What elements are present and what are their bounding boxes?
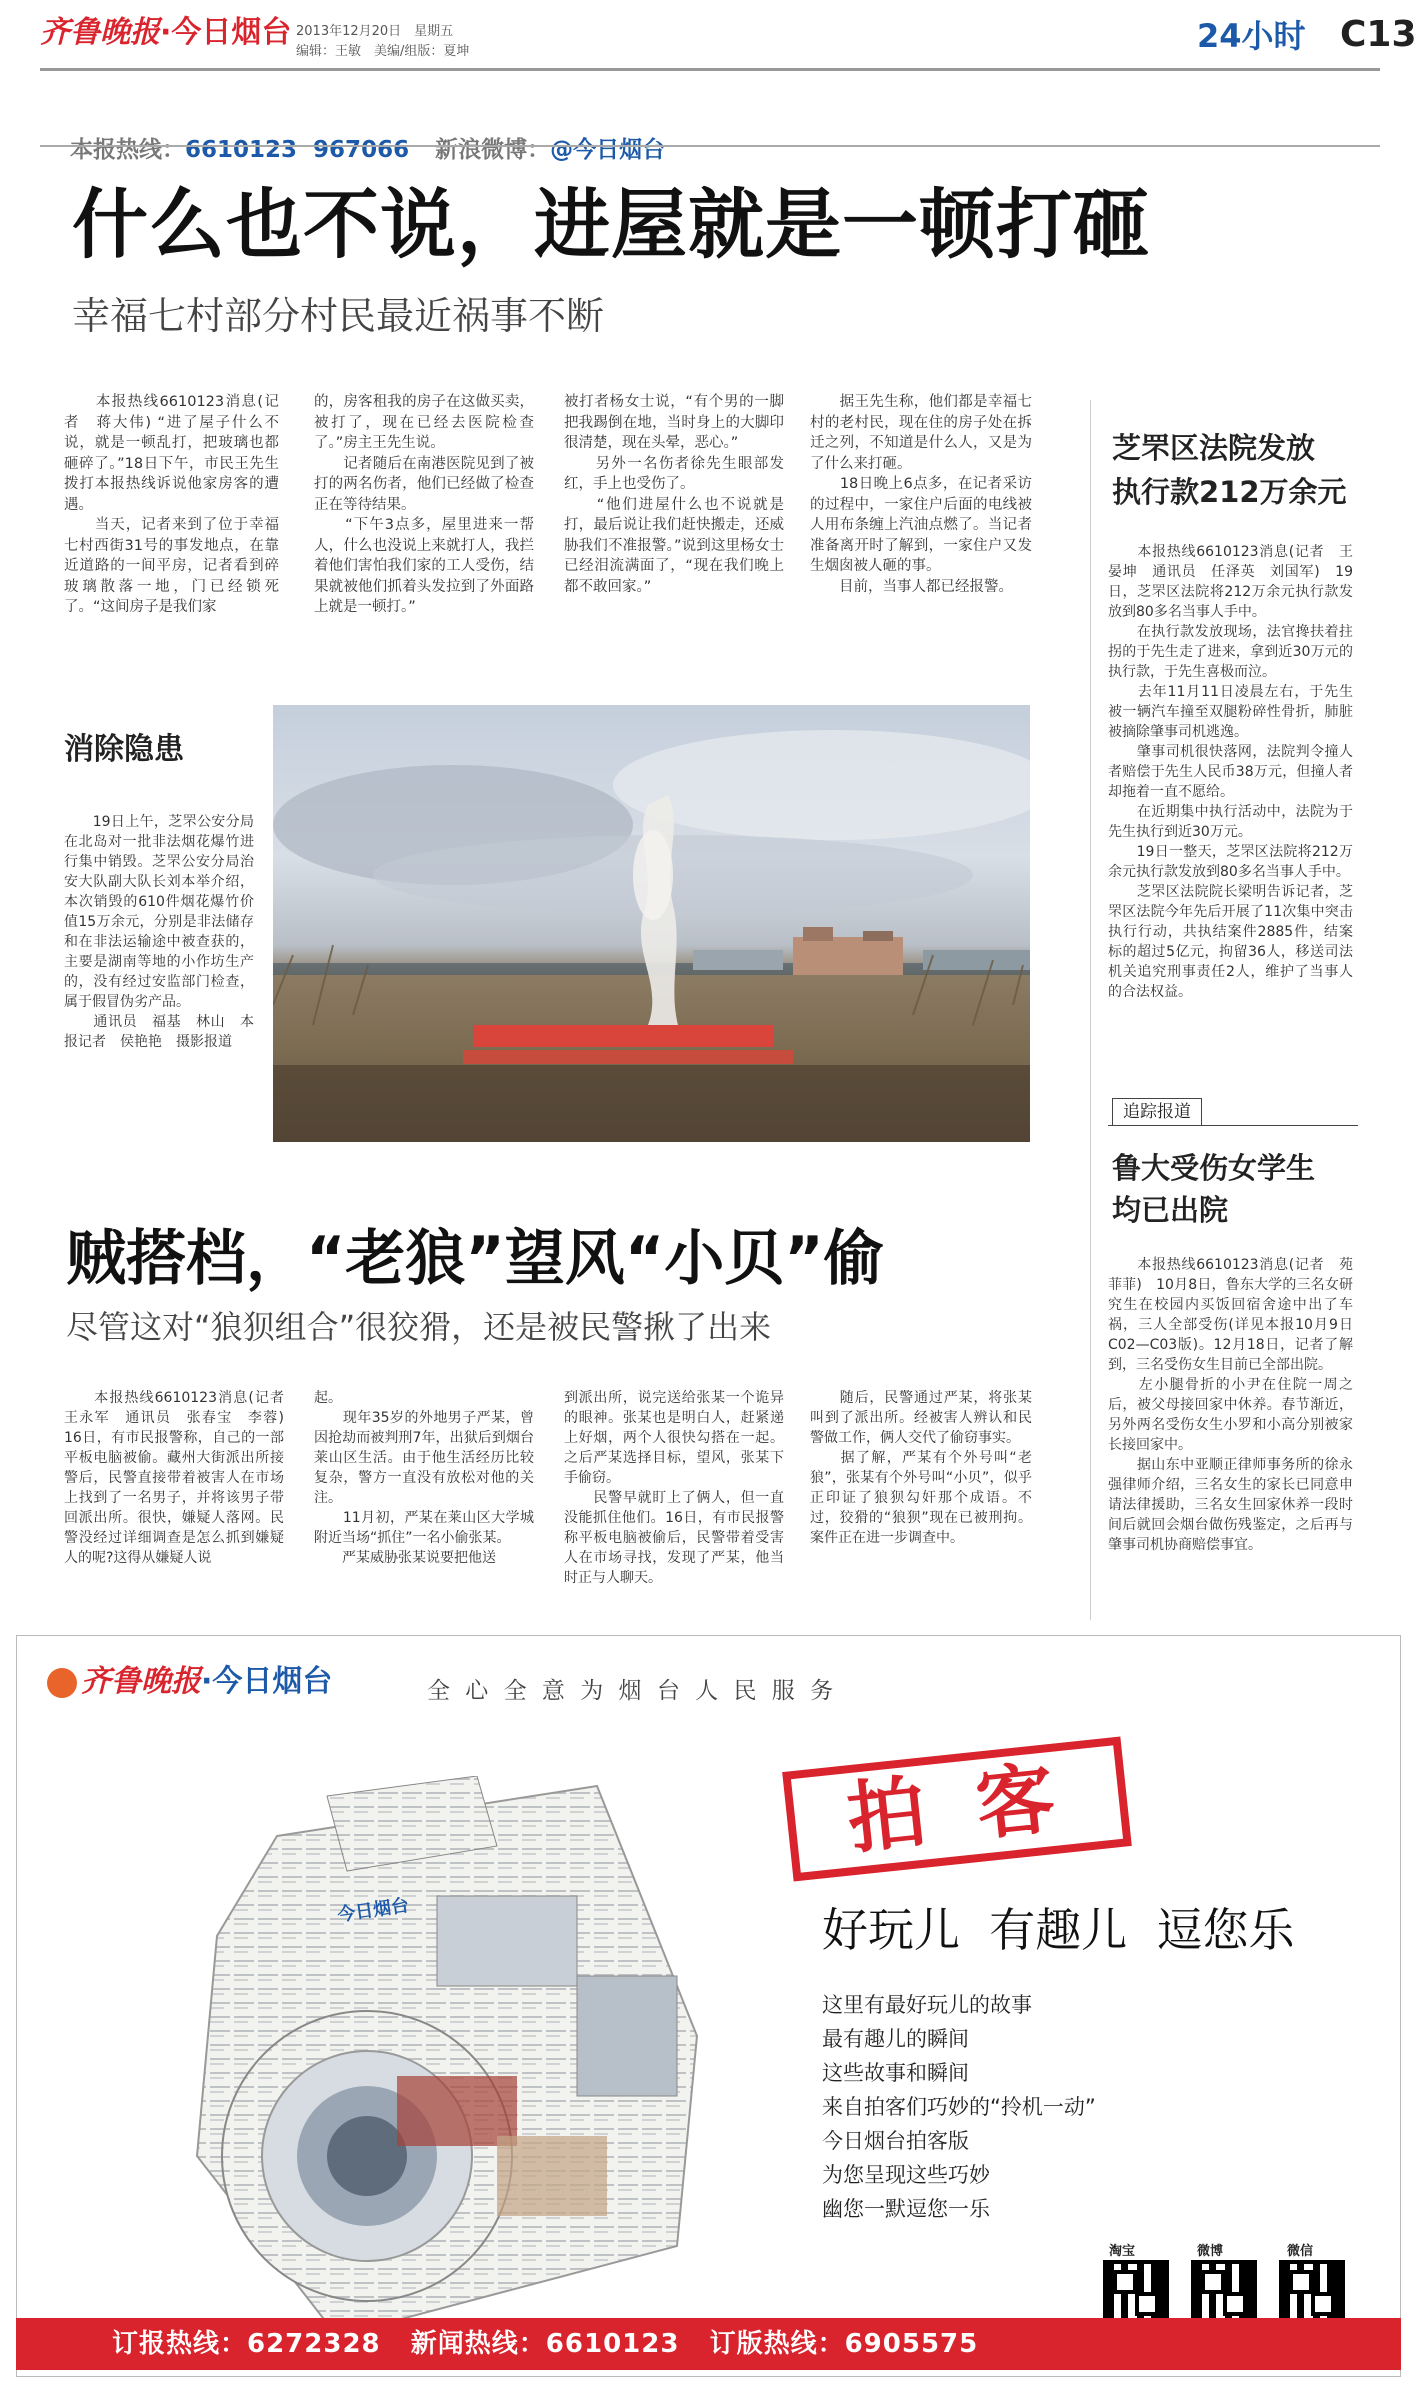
ad-slogan: 全 心 全 意 为 烟 台 人 民 服 务 [427,1678,838,1704]
ad-line: 这些故事和瞬间 [822,2061,969,2085]
issue-date: 2013年12月20日 星期五 [296,24,454,39]
followup-title-1: 鲁大受伤女学生 [1112,1151,1316,1185]
masthead-rule [40,68,1380,71]
qr-weixin-icon[interactable] [1279,2260,1345,2326]
paper-label: 今日烟台 [336,1895,411,1926]
hotline-bar [54,105,665,165]
story1-col1: 本报热线6610123消息(记者 蒋大伟) “进了屋子什么不说，就是一顿乱打，把玻璃也都砸碎了。”18日下午，市民王先生拨打本报热线诉说他家房客的遭遇。 当天，记者来到了位于幸福七村西街31号的事发地点，在靠近道路的一间平房，记者看到碎玻璃散落一地，门已经锁死了。“这间房子是我们家 [64,394,279,615]
hotline-numbers: 6610123 967066 [185,137,410,163]
ad-line: 来自拍客们巧妙的“拎机一动” [822,2095,1096,2119]
followup-tag-rule [1108,1125,1358,1126]
camera-svg [137,1776,777,2356]
ad-logo [47,1664,332,1700]
photo-scene [273,705,1030,1142]
fireworks-photo [273,705,1030,1142]
qr-weibo-icon[interactable] [1191,2260,1257,2326]
paper-camera-illustration [137,1776,777,2356]
hotline-label: 本报热线： [70,137,186,163]
hotline-rule [40,145,1380,147]
ad-line: 为您呈现这些巧妙 [822,2163,990,2187]
ad-line: 幽您一默逗您一乐 [822,2197,990,2221]
court-body: 本报热线6610123消息(记者 王晏坤 通讯员 任泽英 刘国军) 19日，芝罘区法院将212万余元执行款发放到80多名当事人手中。 在执行款发放现场，法官搀扶着拄拐的于先生走了进来，拿到近30万元的执行款，于先生喜极而泣。 去年11月11日凌晨左右，于先生被一辆汽车撞至双腿粉碎性骨折，肺脏被摘除肇事司机逃逸。 肇事司机很快落网，法院判令撞人者赔偿于先生人民币38万元，但撞人者却拖着一直不愿给。 在近期集中执行活动中，法院为于先生执行到近30万元。 19日一整天，芝罘区法院将212万余元执行款发放到80多名当事人手中。 芝罘区法院院长梁明告诉记者，芝罘区法院今年先后开展了11次集中突击执行行动，共执结案件2885件，结案标的超过5亿元，拘留36人，移送司法机关追究刑事责任2人，维护了当事人的合法权益。 [1108,544,1353,1000]
story2-col3: 到派出所，说完送给张某一个诡异的眼神。张某也是明白人，赶紧递上好烟，两个人很快勾搭在一起。之后严某选择目标，望风，张某下手偷窃。 民警早就盯上了俩人，但一直没能抓住他们。16日，有市民报警称平板电脑被偷后，民警带着受害人在市场寻找，发现了严某，他当时正与人聊天。 [564,1390,784,1586]
story2-col1: 本报热线6610123消息(记者 王永军 通讯员 张春宝 李蓉) 16日，有市民报警称，自己的一部平板电脑被偷。藏州大街派出所接警后，民警直接带着被害人在市场上找到了一名男子，并将该男子带回派出所。很快，嫌疑人落网。民警没经过详细调查是怎么抓到嫌疑人的呢?这得从嫌疑人说 [64,1390,298,1566]
logo-main: 齐鲁晚报 [40,15,160,50]
editors-line: 编辑：王敏 美编/组版：夏坤 [296,44,470,59]
weibo-label: 新浪微博： [435,137,551,163]
story1-col2: 的，房客租我的房子在这做买卖，被打了，现在已经去医院检查了。”房主王先生说。 记者随后在南港医院见到了被打的两名伤者，他们已经做了检查正在等待结果。 “下午3点多，屋里进来一帮人，什么也没说上来就打人，我拦着他们害怕我们家的工人受伤，结果就被他们抓着头发拉到了外面路上就是一顿打。” [314,394,534,615]
logo-sub: ·今日烟台 [160,15,292,50]
followup-tag: 追踪报道 [1112,1098,1202,1126]
story2-col2: 起。 现年35岁的外地男子严某，曾因抢劫而被判刑7年，出狱后到烟台莱山区生活。由于他生活经历比较复杂，警方一直没有放松对他的关注。 11月初，严某在莱山区大学城附近当场“抓住”一名小偷张某。 严某威胁张某说要把他送 [314,1390,534,1566]
followup-body: 本报热线6610123消息(记者 苑菲菲) 10月8日，鲁东大学的三名女研究生在校园内买饭回宿舍途中出了车祸，三人全部受伤(详见本报10月9日C02—C03版)。12月18日，记者了解到，三名受伤女生目前已全部出院。 左小腿骨折的小尹在住院一周之后，被父母接回家中休养。春节渐近，另外两名受伤女生小罗和小高分别被家长接回家中。 据山东中亚顺正律师事务所的徐永强律师介绍，三名女生的家长已同意申请法律援助，三名女生回家休养一段时间后就回会烟台做伤残鉴定，之后再与肇事司机协商赔偿事宜。 [1108,1257,1353,1553]
paike-stamp: 拍 客 [782,1737,1132,1882]
court-title-2: 执行款212万余元 [1112,475,1347,509]
story1-col4: 据王先生称，他们都是幸福七村的老村民，现在住的房子处在拆迁之列，不知道是什么人，又是为了什么来打砸。 18日晚上6点多，在记者采访的过程中，一家住户后面的电线被人用布条缠上汽油点燃了。当记者准备离开时了解到，一家住户又发生烟囱被人砸的事。 目前，当事人都已经报警。 [810,394,1032,595]
qr-taobao-label: 淘宝 [1109,2244,1136,2259]
ad-line: 今日烟台拍客版 [822,2129,969,2153]
followup-title-2: 均已出院 [1112,1193,1229,1227]
ad-logo-main: 齐鲁晚报 [81,1664,201,1699]
ad-line: 这里有最好玩儿的故事 [822,1993,1032,2017]
safety-body: 19日上午，芝罘公安分局在北岛对一批非法烟花爆竹进行集中销毁。芝罘公安分局治安大队副大队长刘本举介绍，本次销毁的610件烟花爆竹价值15万余元，分别是非法储存和在非法运输途中被查获的，主要是湖南等地的小作坊生产的，没有经过安监部门检查，属于假冒伪劣产品。 通讯员 福基 林山 本报记者 侯艳艳 摄影报道 [64,814,254,1050]
masthead-logo [40,14,291,52]
story2-col4: 随后，民警通过严某，将张某叫到了派出所。经被害人辨认和民警做工作，俩人交代了偷窃事实。 据了解，严某有个外号叫“老狼”，张某有个外号叫“小贝”，似乎正印证了狼狈勾奸那个成语。不过，狡猾的“狼狈”现在已被刑拘。案件正在进一步调查中。 [810,1390,1032,1546]
safety-title: 消除隐患 [64,732,184,767]
qr-taobao-icon[interactable] [1103,2260,1169,2326]
ad-lines [822,1988,1096,2226]
qr-weixin-label: 微信 [1287,2244,1314,2259]
ad-tagline: 好玩儿 有趣儿 逗您乐 [822,1903,1295,1957]
weibo-handle: @今日烟台 [550,137,666,163]
ad-frame [16,1635,1401,2377]
ad-logo-sub: ·今日烟台 [201,1664,333,1699]
story2-subhead: 尽管这对“狼狈组合”很狡猾，还是被民警揪了出来 [66,1308,772,1346]
page-number: C13 [1340,14,1417,55]
masthead [0,0,1417,70]
court-title-1: 芝罘区法院发放 [1112,431,1316,465]
ad-logo-icon [47,1668,77,1698]
section-name: 24小时 [1197,17,1306,55]
story1-headline: 什么也不说，进屋就是一顿打砸 [72,180,1150,269]
story1-subhead: 幸福七村部分村民最近祸事不断 [72,294,605,338]
footer-band [16,2318,1401,2370]
story2-headline: 贼搭档，“老狼”望风“小贝”偷 [66,1224,884,1294]
footer-hotlines: 订报热线：6272328 新闻热线：6610123 订版热线：6905575 [112,2329,979,2359]
ad-line: 最有趣儿的瞬间 [822,2027,969,2051]
qr-weibo-label: 微博 [1197,2244,1224,2259]
right-column-rule [1090,400,1091,1620]
story1-col3: 被打者杨女士说，“有个男的一脚把我踢倒在地，当时身上的大脚印很清楚，现在头晕，恶心。” 另外一名伤者徐先生眼部发红，手上也受伤了。 “他们进屋什么也不说就是打，最后说让我们赶快搬走，还威胁我们不准报警。”说到这里杨女士已经泪流满面了，“现在我们晚上都不敢回家。” [564,394,784,595]
